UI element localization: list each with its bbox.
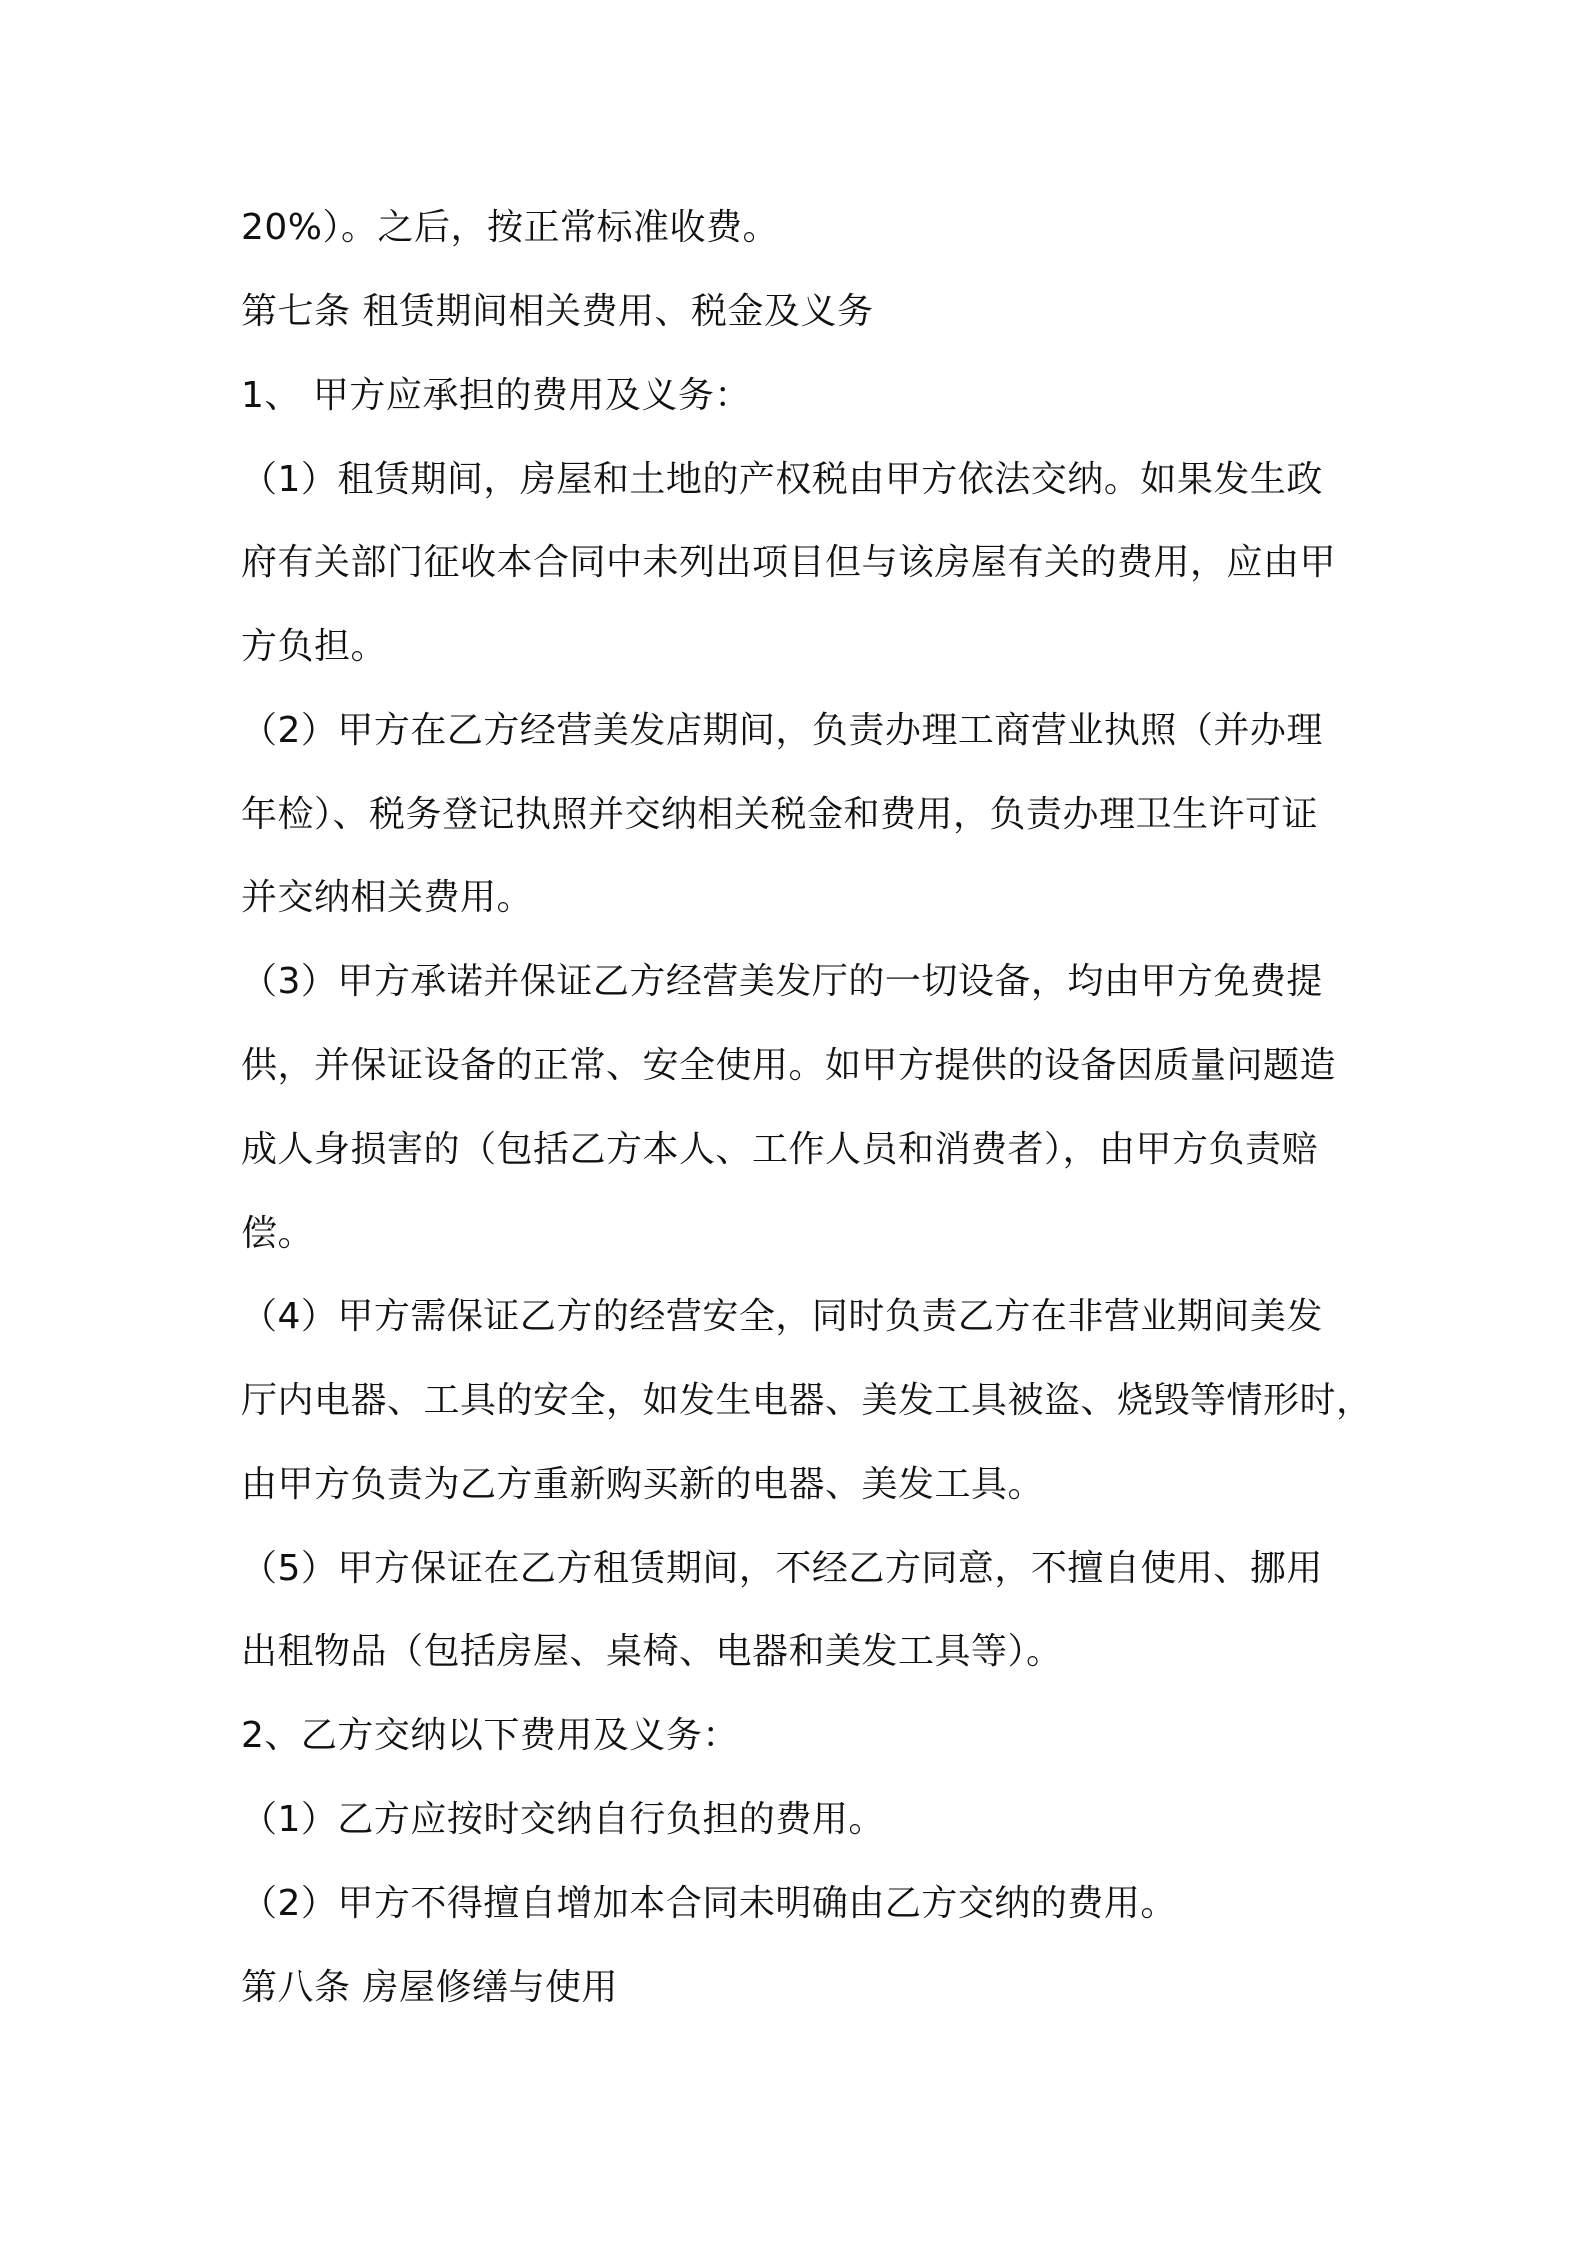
text-line: 由甲方负责为乙方重新购买新的电器、美发工具。 xyxy=(241,1464,1045,1505)
section-heading: 第七条 租赁期间相关费用、税金及义务 xyxy=(241,291,874,332)
text-line: （4）甲方需保证乙方的经营安全，同时负责乙方在非营业期间美发 xyxy=(241,1296,1323,1337)
text-line: 出租物品（包括房屋、桌椅、电器和美发工具等）。 xyxy=(241,1631,1063,1672)
text-line: （3）甲方承诺并保证乙方经营美发厅的一切设备，均由甲方免费提 xyxy=(241,961,1323,1002)
text-line: （1）乙方应按时交纳自行负担的费用。 xyxy=(241,1799,885,1840)
text-line: 方负担。 xyxy=(241,626,388,667)
text-line: 供，并保证设备的正常、安全使用。如甲方提供的设备因质量问题造 xyxy=(241,1045,1337,1086)
text-line: 2、乙方交纳以下费用及义务： xyxy=(241,1715,739,1756)
text-line: 偿。 xyxy=(241,1213,315,1254)
text-line: 府有关部门征收本合同中未列出项目但与该房屋有关的费用，应由甲 xyxy=(241,542,1337,583)
text-line: （2）甲方不得擅自增加本合同未明确由乙方交纳的费用。 xyxy=(241,1883,1177,1924)
text-line: 1、 甲方应承担的费用及义务： xyxy=(241,375,751,416)
text-line: （1）租赁期间，房屋和土地的产权税由甲方依法交纳。如果发生政 xyxy=(241,459,1323,500)
text-line: 20%）。之后，按正常标准收费。 xyxy=(241,207,780,248)
text-line: （2）甲方在乙方经营美发店期间，负责办理工商营业执照（并办理 xyxy=(241,710,1323,751)
section-heading: 第八条 房屋修缮与使用 xyxy=(241,1967,618,2008)
text-line: 并交纳相关费用。 xyxy=(241,877,534,918)
text-line: 成人身损害的（包括乙方本人、工作人员和消费者），由甲方负责赔 xyxy=(241,1129,1319,1170)
text-line: 年检）、税务登记执照并交纳相关税金和费用，负责办理卫生许可证 xyxy=(241,794,1319,835)
text-line: 厅内电器、工具的安全，如发生电器、美发工具被盗、烧毁等情形时， xyxy=(241,1380,1373,1421)
text-line: （5）甲方保证在乙方租赁期间，不经乙方同意，不擅自使用、挪用 xyxy=(241,1548,1323,1589)
